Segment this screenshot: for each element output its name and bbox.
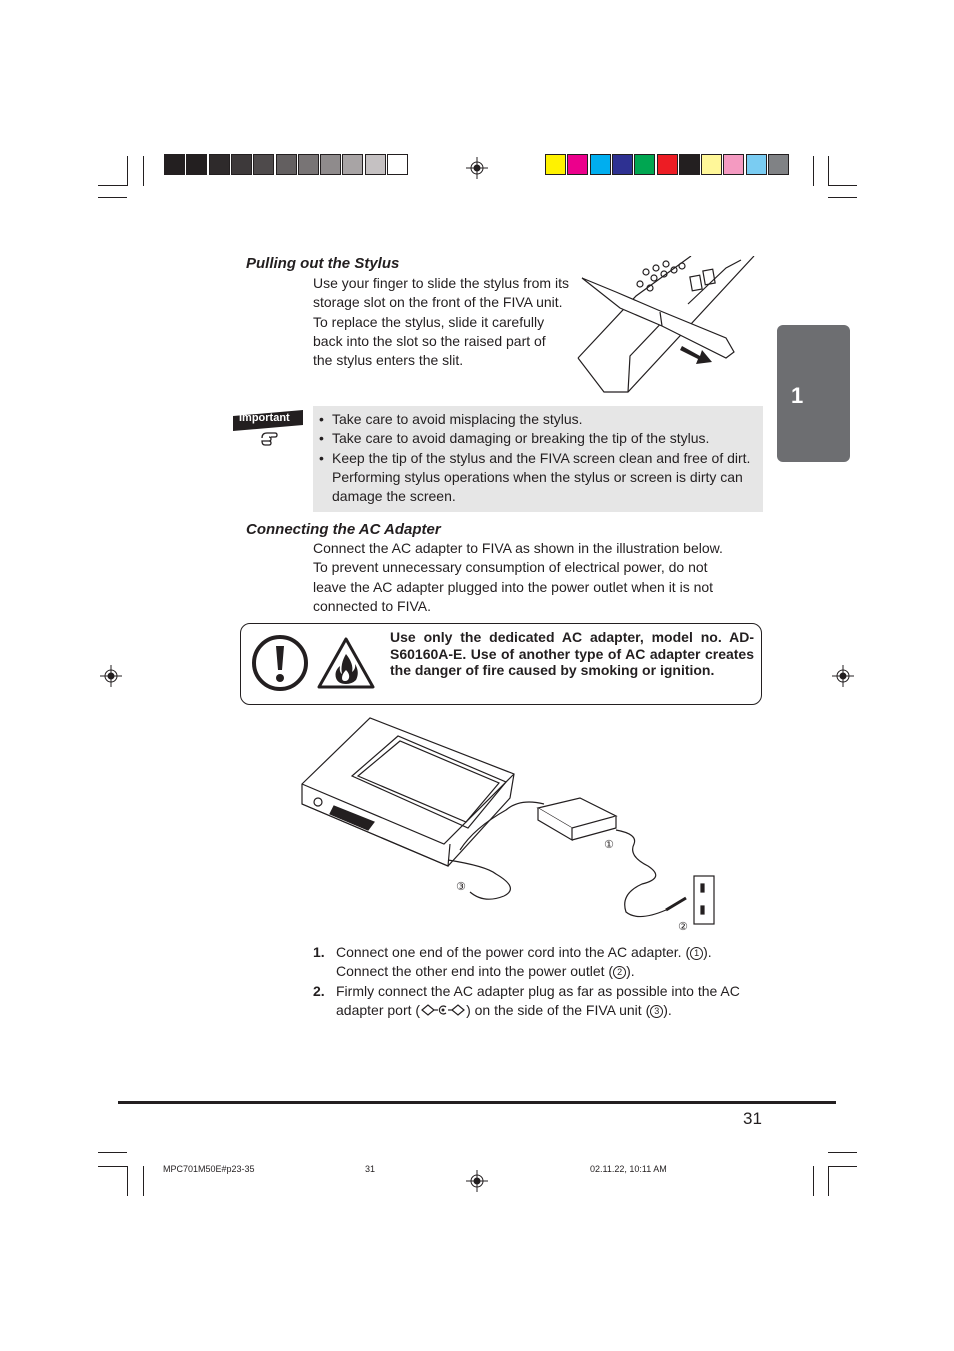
slug-filename: MPC701M50E#p23-35 bbox=[163, 1164, 255, 1174]
registration-target-top bbox=[466, 157, 488, 179]
adapter-line: leave the AC adapter plugged into the power outlet when it is not bbox=[313, 578, 714, 595]
chapter-tab bbox=[777, 325, 850, 462]
diagram-label-3: ③ bbox=[456, 880, 466, 893]
crop-mark bbox=[828, 1166, 857, 1167]
color-swatch bbox=[679, 154, 700, 175]
color-swatch bbox=[186, 154, 207, 175]
color-swatch bbox=[657, 154, 678, 175]
crop-mark bbox=[143, 156, 144, 186]
stylus-line: the stylus enters the slit. bbox=[313, 352, 464, 369]
ac-adapter-brick bbox=[538, 798, 616, 840]
crop-mark bbox=[98, 1166, 127, 1167]
chapter-number: 1 bbox=[791, 383, 804, 408]
step-number: 1. bbox=[313, 944, 325, 960]
color-swatch bbox=[701, 154, 722, 175]
step-2 bbox=[313, 982, 763, 1021]
color-swatch bbox=[320, 154, 341, 175]
adapter-paragraph bbox=[313, 539, 763, 616]
slug-timestamp: 02.11.22, 10:11 AM bbox=[590, 1164, 667, 1174]
adapter-heading: Connecting the AC Adapter bbox=[246, 521, 441, 538]
registration-target-right bbox=[832, 665, 854, 687]
crop-mark bbox=[98, 185, 127, 186]
color-swatch bbox=[365, 154, 386, 175]
crop-mark bbox=[828, 185, 857, 186]
color-swatch bbox=[164, 154, 185, 175]
step-text: ). bbox=[663, 1001, 672, 1018]
crop-mark bbox=[828, 156, 829, 186]
crop-mark bbox=[127, 1166, 128, 1196]
stylus-line: back into the slot so the raised part of bbox=[313, 332, 546, 349]
stylus-illustration bbox=[576, 256, 756, 396]
crop-mark bbox=[828, 1166, 829, 1196]
footer-rule bbox=[118, 1101, 836, 1104]
stylus-line: To replace the stylus, slide it carefully bbox=[313, 313, 545, 330]
adapter-line: To prevent unnecessary consumption of electrical power, do not bbox=[313, 559, 708, 576]
color-swatch bbox=[209, 154, 230, 175]
color-swatch bbox=[387, 154, 408, 175]
crop-mark bbox=[127, 156, 128, 186]
step-circled-number: 3 bbox=[650, 1005, 663, 1018]
ac-adapter-illustration bbox=[298, 716, 728, 936]
color-swatch bbox=[612, 154, 633, 175]
important-box bbox=[313, 406, 763, 512]
color-swatch bbox=[276, 154, 297, 175]
diagram-label-1: ① bbox=[604, 838, 614, 851]
important-badge-label: Important bbox=[239, 412, 290, 424]
important-item: • Take care to avoid damaging or breaking the tip of the stylus. bbox=[319, 429, 763, 448]
crop-mark bbox=[828, 1152, 857, 1153]
exclamation-icon bbox=[251, 634, 309, 692]
crop-mark bbox=[98, 1152, 127, 1153]
important-item: • Take care to avoid misplacing the stylus. bbox=[319, 410, 763, 429]
color-swatch bbox=[298, 154, 319, 175]
step-text: ). bbox=[703, 944, 712, 960]
crop-mark bbox=[813, 1166, 814, 1196]
diagram-label-2: ② bbox=[678, 920, 688, 933]
fire-warning-icon bbox=[316, 636, 376, 690]
adapter-line: connected to FIVA. bbox=[313, 597, 432, 614]
step-text: ) on the side of the FIVA unit ( bbox=[466, 1001, 651, 1018]
adapter-line: Connect the AC adapter to FIVA as shown in the illustration below. bbox=[313, 540, 723, 556]
crop-mark bbox=[143, 1166, 144, 1196]
stylus-line: storage slot on the front of the FIVA unit. bbox=[313, 294, 563, 311]
color-swatch bbox=[231, 154, 252, 175]
stylus-line: Use your finger to slide the stylus from its bbox=[313, 275, 569, 291]
power-outlet bbox=[694, 876, 714, 924]
crop-mark bbox=[98, 197, 127, 198]
step-circled-number: 1 bbox=[690, 947, 703, 960]
slug-page: 31 bbox=[365, 1164, 376, 1174]
important-badge bbox=[233, 411, 303, 445]
color-swatch bbox=[567, 154, 588, 175]
color-swatch bbox=[634, 154, 655, 175]
fiva-unit-drawing bbox=[302, 718, 514, 866]
step-text: Firmly connect the AC adapter plug as far as possible into the AC adapter port ( bbox=[336, 982, 740, 1018]
stylus-heading: Pulling out the Stylus bbox=[246, 255, 400, 272]
stylus-paragraph bbox=[313, 274, 573, 370]
step-circled-number: 2 bbox=[613, 966, 626, 979]
color-swatch bbox=[590, 154, 611, 175]
crop-mark bbox=[813, 156, 814, 186]
important-list bbox=[313, 406, 763, 506]
dc-input-symbol-icon bbox=[420, 1004, 466, 1016]
important-item: • Keep the tip of the stylus and the FIVA screen clean and free of dirt. Performing stylus operations when the stylus or screen is dirty can damage the screen. bbox=[319, 449, 763, 507]
crop-mark bbox=[828, 197, 857, 198]
step-text: ). bbox=[626, 963, 635, 980]
color-swatch bbox=[723, 154, 744, 175]
hand-pointer-icon bbox=[259, 429, 281, 447]
page-number: 31 bbox=[743, 1109, 762, 1128]
color-swatch bbox=[342, 154, 363, 175]
registration-target-bottom bbox=[466, 1170, 488, 1192]
steps-list bbox=[313, 943, 763, 1020]
color-swatch bbox=[768, 154, 789, 175]
step-number: 2. bbox=[313, 982, 325, 999]
warning-text: Use only the dedicated AC adapter, model no. AD-S60160A-E. Use of another type of AC adapter creates the danger of fire caused by smoking or ignition. bbox=[390, 629, 754, 679]
step-text: Connect one end of the power cord into the AC adapter. ( bbox=[336, 944, 691, 960]
registration-target-left bbox=[100, 665, 122, 687]
color-swatch bbox=[746, 154, 767, 175]
color-swatch bbox=[253, 154, 274, 175]
step-1 bbox=[313, 943, 763, 982]
color-swatch bbox=[545, 154, 566, 175]
step-text: Connect the other end into the power outlet ( bbox=[336, 963, 614, 980]
